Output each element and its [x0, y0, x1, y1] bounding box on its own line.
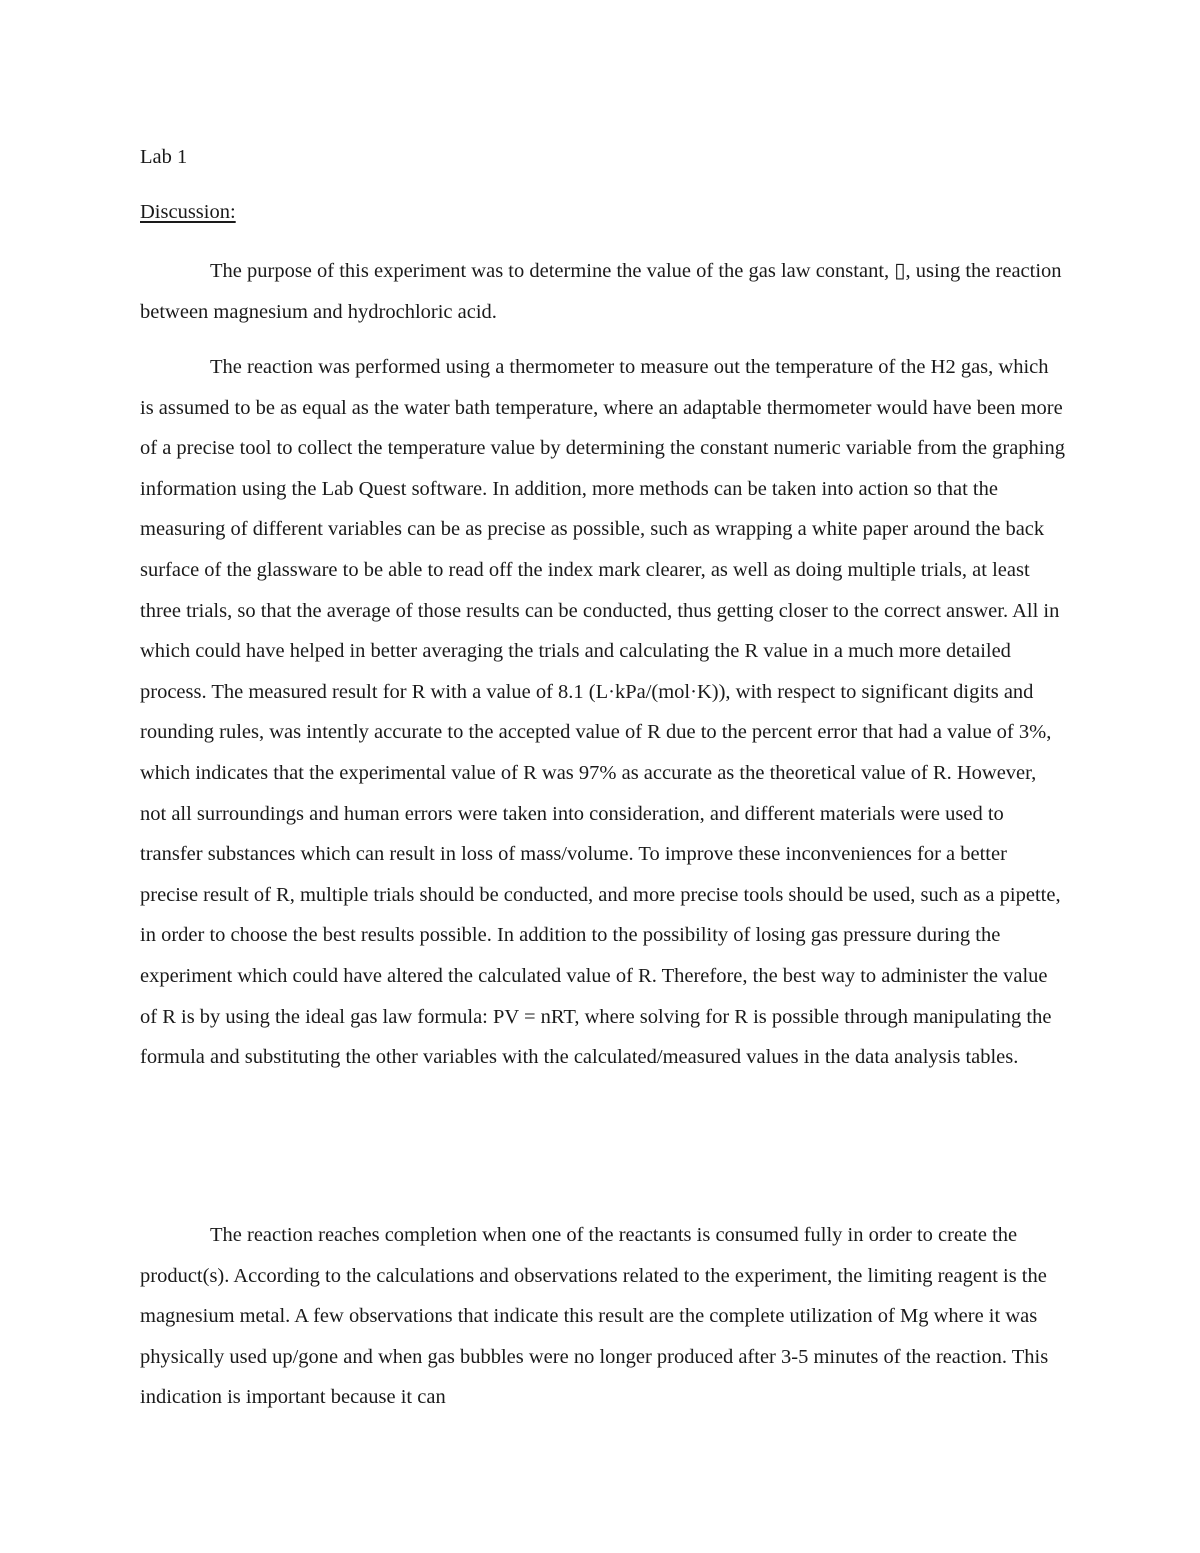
document-title: Lab 1: [140, 146, 188, 168]
paragraph-limiting-reagent: The reaction reaches completion when one of the reactants is consumed fully in order to create the product(s). According to the calculations and observations related to the experiment, the limiting reagent is the magnesium metal. A few observations that indicate this result are the complete utilization of Mg where it was physically used up/gone and when gas bubbles were no longer produced after 3-5 minutes of the reaction. This indication is important because it can: [140, 1224, 1049, 1409]
section-heading-discussion: Discussion:: [140, 201, 236, 223]
paragraph-procedure-analysis: The reaction was performed using a thermometer to measure out the temperature of the H2 gas, which is assumed to be as equal as the water bath temperature, where an adaptable thermometer would have been more of a precise tool to collect the temperature value by determining the constant numeric variable from the graphing information using the Lab Quest software. In addition, more methods can be taken into action so that the measuring of different variables can be as precise as possible, such as wrapping a white paper around the back surface of the glassware to be able to read off the index mark clearer, as well as doing multiple trials, at least three trials, so that the average of those results can be conducted, thus getting closer to the correct answer. All in which could have helped in better averaging the trials and calculating the R value in a much more detailed process. The measured result for R with a value of 8.1 (L·kPa/(mol·K)), with respect to significant digits and rounding rules, was intently accurate to the accepted value of R due to the percent error that had a value of 3%, which indicates that the experimental value of R was 97% as accurate as the theoretical value of R. However, not all surroundings and human errors were taken into consideration, and different materials were used to transfer substances which can result in loss of mass/volume. To improve these inconveniences for a better precise result of R, multiple trials should be conducted, and more precise tools should be used, such as a pipette, in order to choose the best results possible. In addition to the possibility of losing gas pressure during the experiment which could have altered the calculated value of R. Therefore, the best way to administer the value of R is by using the ideal gas law formula: PV = nRT, where solving for R is possible through manipulating the formula and substituting the other variables with the calculated/measured values in the data analysis tables.: [140, 356, 1066, 1069]
paragraph-purpose: The purpose of this experiment was to determine the value of the gas law constant, ▯, using the reaction between magnesium and hydrochloric acid.: [140, 260, 1062, 323]
